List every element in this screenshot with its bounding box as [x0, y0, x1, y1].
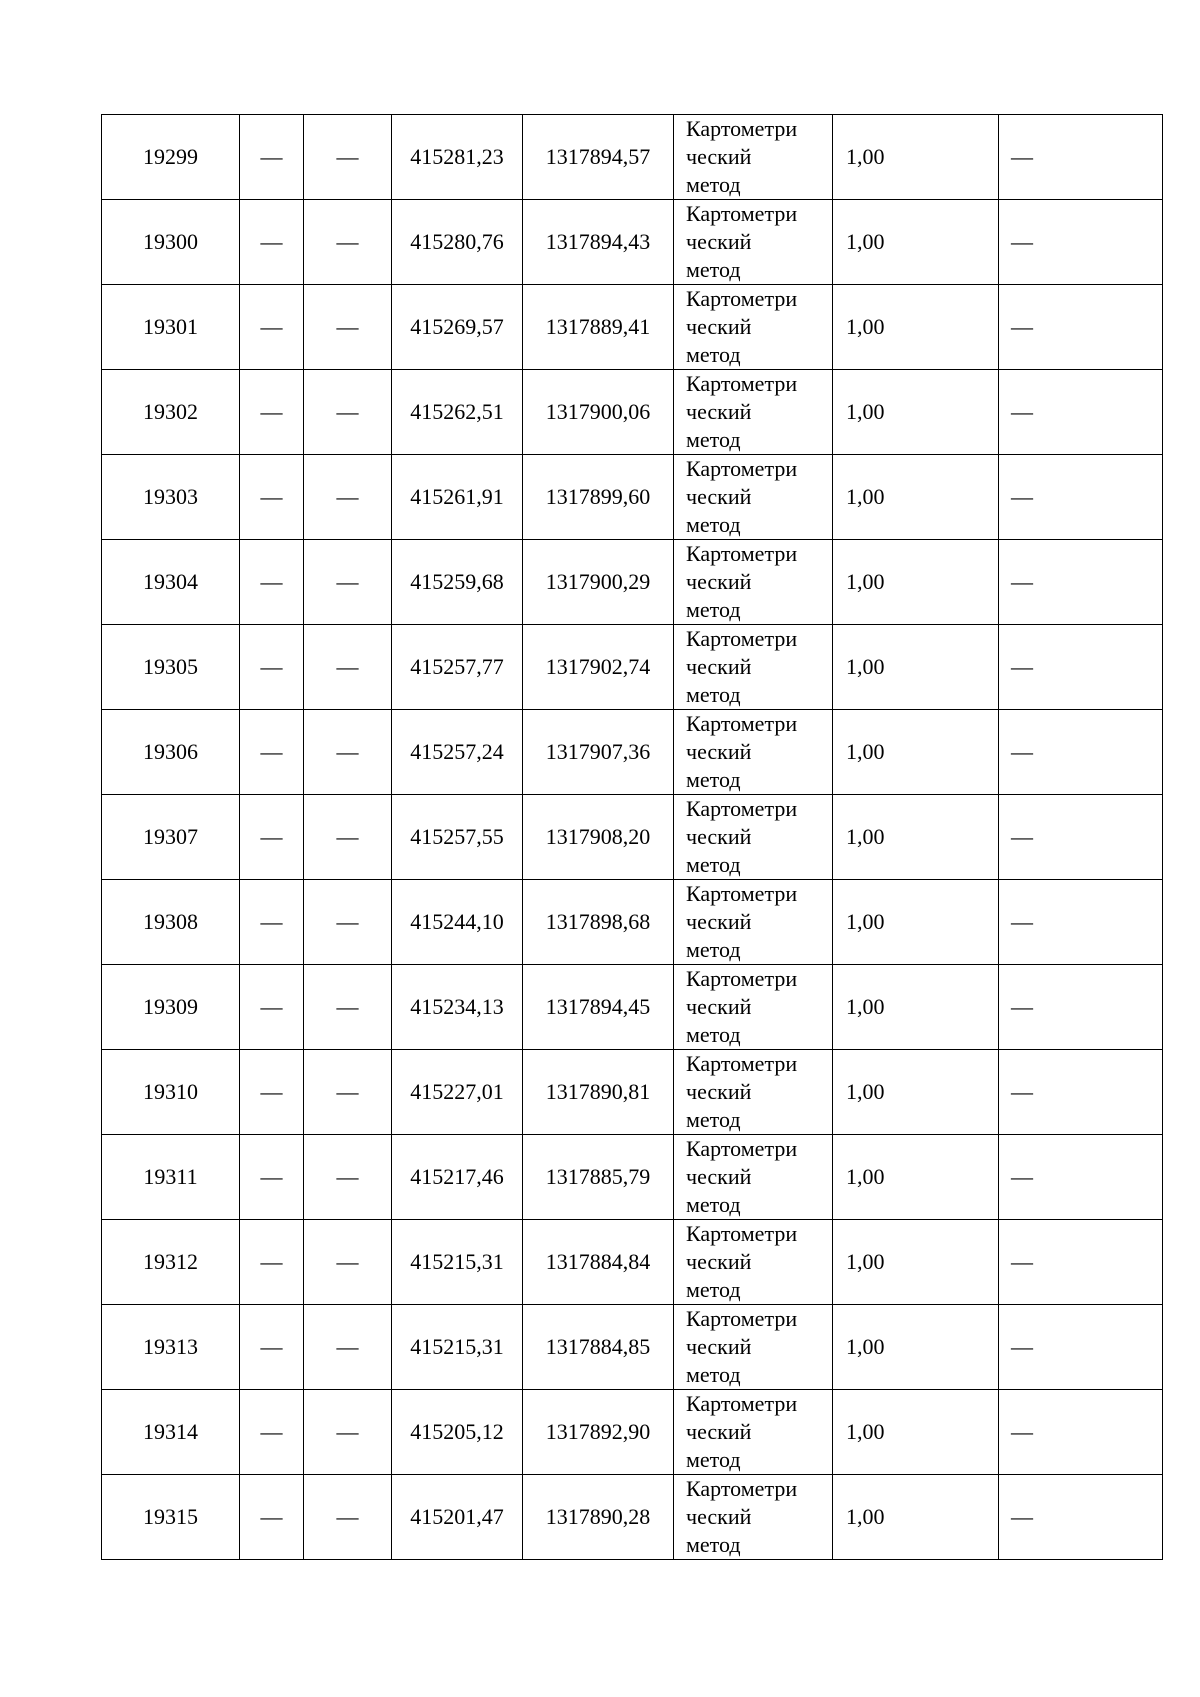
- method-text-line: ческий: [686, 739, 752, 764]
- method-cell: [674, 540, 833, 625]
- y-coordinate-cell: 1317907,36: [523, 710, 674, 795]
- table-body: [102, 115, 1163, 1560]
- empty-value-cell: —: [304, 285, 392, 370]
- method-text-line: ческий: [686, 314, 752, 339]
- table-row: [102, 1135, 1163, 1220]
- empty-value-cell: —: [999, 1135, 1163, 1220]
- method-cell: [674, 965, 833, 1050]
- x-coordinate-cell: 415269,57: [392, 285, 523, 370]
- table-row: [102, 1475, 1163, 1560]
- table-row: [102, 1305, 1163, 1390]
- method-text-line: метод: [686, 1362, 741, 1387]
- method-cell: [674, 1050, 833, 1135]
- y-coordinate-cell: 1317900,06: [523, 370, 674, 455]
- empty-value-cell: —: [240, 880, 304, 965]
- method-text-line: метод: [686, 172, 741, 197]
- empty-value-cell: —: [304, 625, 392, 710]
- accuracy-cell: 1,00: [833, 1220, 999, 1305]
- empty-value-cell: —: [240, 200, 304, 285]
- y-coordinate-cell: 1317908,20: [523, 795, 674, 880]
- table-row: [102, 1050, 1163, 1135]
- point-number-cell: 19303: [102, 455, 240, 540]
- x-coordinate-cell: 415201,47: [392, 1475, 523, 1560]
- point-number-cell: 19299: [102, 115, 240, 200]
- empty-value-cell: —: [999, 1475, 1163, 1560]
- accuracy-cell: 1,00: [833, 1475, 999, 1560]
- x-coordinate-cell: 415280,76: [392, 200, 523, 285]
- method-text-line: Картометри: [686, 1136, 798, 1161]
- x-coordinate-cell: 415257,55: [392, 795, 523, 880]
- method-text-line: Картометри: [686, 881, 798, 906]
- empty-value-cell: —: [304, 1135, 392, 1220]
- method-text-line: ческий: [686, 484, 752, 509]
- empty-value-cell: —: [999, 710, 1163, 795]
- method-text-line: ческий: [686, 909, 752, 934]
- method-cell: [674, 795, 833, 880]
- method-text-line: метод: [686, 682, 741, 707]
- empty-value-cell: —: [304, 880, 392, 965]
- point-number-cell: 19301: [102, 285, 240, 370]
- method-cell: [674, 1305, 833, 1390]
- y-coordinate-cell: 1317890,81: [523, 1050, 674, 1135]
- method-text-line: Картометри: [686, 1306, 798, 1331]
- method-text-line: метод: [686, 342, 741, 367]
- empty-value-cell: —: [999, 540, 1163, 625]
- x-coordinate-cell: 415234,13: [392, 965, 523, 1050]
- empty-value-cell: —: [304, 795, 392, 880]
- empty-value-cell: —: [304, 540, 392, 625]
- method-text-line: метод: [686, 1192, 741, 1217]
- method-cell: [674, 1390, 833, 1475]
- table-row: [102, 880, 1163, 965]
- empty-value-cell: —: [999, 1305, 1163, 1390]
- empty-value-cell: —: [240, 540, 304, 625]
- method-text-line: ческий: [686, 1079, 752, 1104]
- empty-value-cell: —: [999, 625, 1163, 710]
- method-cell: [674, 625, 833, 710]
- point-number-cell: 19311: [102, 1135, 240, 1220]
- accuracy-cell: 1,00: [833, 625, 999, 710]
- method-text-line: Картометри: [686, 371, 798, 396]
- empty-value-cell: —: [999, 1390, 1163, 1475]
- empty-value-cell: —: [304, 965, 392, 1050]
- method-cell: [674, 285, 833, 370]
- y-coordinate-cell: 1317885,79: [523, 1135, 674, 1220]
- accuracy-cell: 1,00: [833, 115, 999, 200]
- empty-value-cell: —: [304, 115, 392, 200]
- method-text-line: Картометри: [686, 456, 798, 481]
- method-cell: [674, 880, 833, 965]
- method-text-line: Картометри: [686, 1221, 798, 1246]
- empty-value-cell: —: [999, 115, 1163, 200]
- x-coordinate-cell: 415244,10: [392, 880, 523, 965]
- method-text-line: Картометри: [686, 1476, 798, 1501]
- method-text-line: метод: [686, 767, 741, 792]
- method-text-line: ческий: [686, 994, 752, 1019]
- y-coordinate-cell: 1317894,45: [523, 965, 674, 1050]
- method-text-line: Картометри: [686, 1051, 798, 1076]
- empty-value-cell: —: [240, 285, 304, 370]
- method-text-line: метод: [686, 597, 741, 622]
- method-text-line: Картометри: [686, 541, 798, 566]
- point-number-cell: 19314: [102, 1390, 240, 1475]
- method-text-line: метод: [686, 1532, 741, 1557]
- method-cell: [674, 1475, 833, 1560]
- accuracy-cell: 1,00: [833, 200, 999, 285]
- method-cell: [674, 710, 833, 795]
- method-text-line: ческий: [686, 229, 752, 254]
- x-coordinate-cell: 415261,91: [392, 455, 523, 540]
- method-text-line: метод: [686, 1107, 741, 1132]
- method-text-line: ческий: [686, 1419, 752, 1444]
- method-cell: [674, 1135, 833, 1220]
- y-coordinate-cell: 1317892,90: [523, 1390, 674, 1475]
- empty-value-cell: —: [999, 1050, 1163, 1135]
- y-coordinate-cell: 1317899,60: [523, 455, 674, 540]
- x-coordinate-cell: 415257,24: [392, 710, 523, 795]
- method-text-line: ческий: [686, 144, 752, 169]
- empty-value-cell: —: [240, 1135, 304, 1220]
- empty-value-cell: —: [304, 1305, 392, 1390]
- method-text-line: ческий: [686, 824, 752, 849]
- table-row: [102, 285, 1163, 370]
- point-number-cell: 19307: [102, 795, 240, 880]
- table-row: [102, 540, 1163, 625]
- method-text-line: метод: [686, 427, 741, 452]
- accuracy-cell: 1,00: [833, 1390, 999, 1475]
- method-text-line: метод: [686, 257, 741, 282]
- y-coordinate-cell: 1317890,28: [523, 1475, 674, 1560]
- point-number-cell: 19306: [102, 710, 240, 795]
- point-number-cell: 19304: [102, 540, 240, 625]
- empty-value-cell: —: [304, 1220, 392, 1305]
- x-coordinate-cell: 415205,12: [392, 1390, 523, 1475]
- table-row: [102, 965, 1163, 1050]
- point-number-cell: 19313: [102, 1305, 240, 1390]
- empty-value-cell: —: [304, 1475, 392, 1560]
- method-text-line: ческий: [686, 654, 752, 679]
- table-row: [102, 370, 1163, 455]
- accuracy-cell: 1,00: [833, 965, 999, 1050]
- empty-value-cell: —: [999, 455, 1163, 540]
- empty-value-cell: —: [999, 880, 1163, 965]
- empty-value-cell: —: [304, 1390, 392, 1475]
- empty-value-cell: —: [240, 1220, 304, 1305]
- x-coordinate-cell: 415281,23: [392, 115, 523, 200]
- y-coordinate-cell: 1317902,74: [523, 625, 674, 710]
- method-cell: [674, 115, 833, 200]
- accuracy-cell: 1,00: [833, 880, 999, 965]
- method-text-line: Картометри: [686, 711, 798, 736]
- empty-value-cell: —: [240, 1390, 304, 1475]
- accuracy-cell: 1,00: [833, 370, 999, 455]
- point-number-cell: 19302: [102, 370, 240, 455]
- y-coordinate-cell: 1317900,29: [523, 540, 674, 625]
- method-text-line: ческий: [686, 1334, 752, 1359]
- empty-value-cell: —: [240, 965, 304, 1050]
- empty-value-cell: —: [240, 710, 304, 795]
- table-row: [102, 710, 1163, 795]
- y-coordinate-cell: 1317884,84: [523, 1220, 674, 1305]
- empty-value-cell: —: [240, 1050, 304, 1135]
- method-text-line: ческий: [686, 1249, 752, 1274]
- point-number-cell: 19310: [102, 1050, 240, 1135]
- point-number-cell: 19308: [102, 880, 240, 965]
- method-text-line: метод: [686, 937, 741, 962]
- empty-value-cell: —: [240, 455, 304, 540]
- x-coordinate-cell: 415215,31: [392, 1220, 523, 1305]
- table-row: [102, 1390, 1163, 1475]
- point-number-cell: 19309: [102, 965, 240, 1050]
- accuracy-cell: 1,00: [833, 1050, 999, 1135]
- method-text-line: метод: [686, 512, 741, 537]
- x-coordinate-cell: 415215,31: [392, 1305, 523, 1390]
- empty-value-cell: —: [999, 200, 1163, 285]
- method-text-line: метод: [686, 852, 741, 877]
- point-number-cell: 19312: [102, 1220, 240, 1305]
- method-text-line: Картометри: [686, 1391, 798, 1416]
- empty-value-cell: —: [304, 370, 392, 455]
- x-coordinate-cell: 415227,01: [392, 1050, 523, 1135]
- method-text-line: Картометри: [686, 626, 798, 651]
- empty-value-cell: —: [999, 285, 1163, 370]
- empty-value-cell: —: [999, 795, 1163, 880]
- empty-value-cell: —: [999, 370, 1163, 455]
- empty-value-cell: —: [240, 1475, 304, 1560]
- table-row: [102, 200, 1163, 285]
- coordinates-table: [101, 114, 1163, 1560]
- table-row: [102, 115, 1163, 200]
- accuracy-cell: 1,00: [833, 285, 999, 370]
- method-text-line: Картометри: [686, 116, 798, 141]
- empty-value-cell: —: [304, 710, 392, 795]
- method-text-line: ческий: [686, 1504, 752, 1529]
- table-row: [102, 455, 1163, 540]
- y-coordinate-cell: 1317898,68: [523, 880, 674, 965]
- method-text-line: Картометри: [686, 201, 798, 226]
- method-text-line: метод: [686, 1447, 741, 1472]
- y-coordinate-cell: 1317894,57: [523, 115, 674, 200]
- point-number-cell: 19315: [102, 1475, 240, 1560]
- point-number-cell: 19300: [102, 200, 240, 285]
- method-text-line: метод: [686, 1022, 741, 1047]
- x-coordinate-cell: 415259,68: [392, 540, 523, 625]
- accuracy-cell: 1,00: [833, 1135, 999, 1220]
- accuracy-cell: 1,00: [833, 455, 999, 540]
- method-text-line: Картометри: [686, 796, 798, 821]
- empty-value-cell: —: [240, 795, 304, 880]
- x-coordinate-cell: 415217,46: [392, 1135, 523, 1220]
- accuracy-cell: 1,00: [833, 710, 999, 795]
- empty-value-cell: —: [304, 200, 392, 285]
- method-text-line: ческий: [686, 569, 752, 594]
- method-cell: [674, 455, 833, 540]
- y-coordinate-cell: 1317889,41: [523, 285, 674, 370]
- y-coordinate-cell: 1317884,85: [523, 1305, 674, 1390]
- empty-value-cell: —: [240, 370, 304, 455]
- table-row: [102, 1220, 1163, 1305]
- point-number-cell: 19305: [102, 625, 240, 710]
- x-coordinate-cell: 415262,51: [392, 370, 523, 455]
- x-coordinate-cell: 415257,77: [392, 625, 523, 710]
- accuracy-cell: 1,00: [833, 1305, 999, 1390]
- empty-value-cell: —: [240, 625, 304, 710]
- accuracy-cell: 1,00: [833, 795, 999, 880]
- method-cell: [674, 1220, 833, 1305]
- method-text-line: Картометри: [686, 286, 798, 311]
- empty-value-cell: —: [304, 455, 392, 540]
- table-row: [102, 625, 1163, 710]
- method-text-line: ческий: [686, 1164, 752, 1189]
- accuracy-cell: 1,00: [833, 540, 999, 625]
- empty-value-cell: —: [240, 115, 304, 200]
- table-row: [102, 795, 1163, 880]
- empty-value-cell: —: [240, 1305, 304, 1390]
- method-text-line: ческий: [686, 399, 752, 424]
- y-coordinate-cell: 1317894,43: [523, 200, 674, 285]
- empty-value-cell: —: [999, 1220, 1163, 1305]
- empty-value-cell: —: [304, 1050, 392, 1135]
- method-text-line: Картометри: [686, 966, 798, 991]
- empty-value-cell: —: [999, 965, 1163, 1050]
- method-cell: [674, 370, 833, 455]
- method-text-line: метод: [686, 1277, 741, 1302]
- method-cell: [674, 200, 833, 285]
